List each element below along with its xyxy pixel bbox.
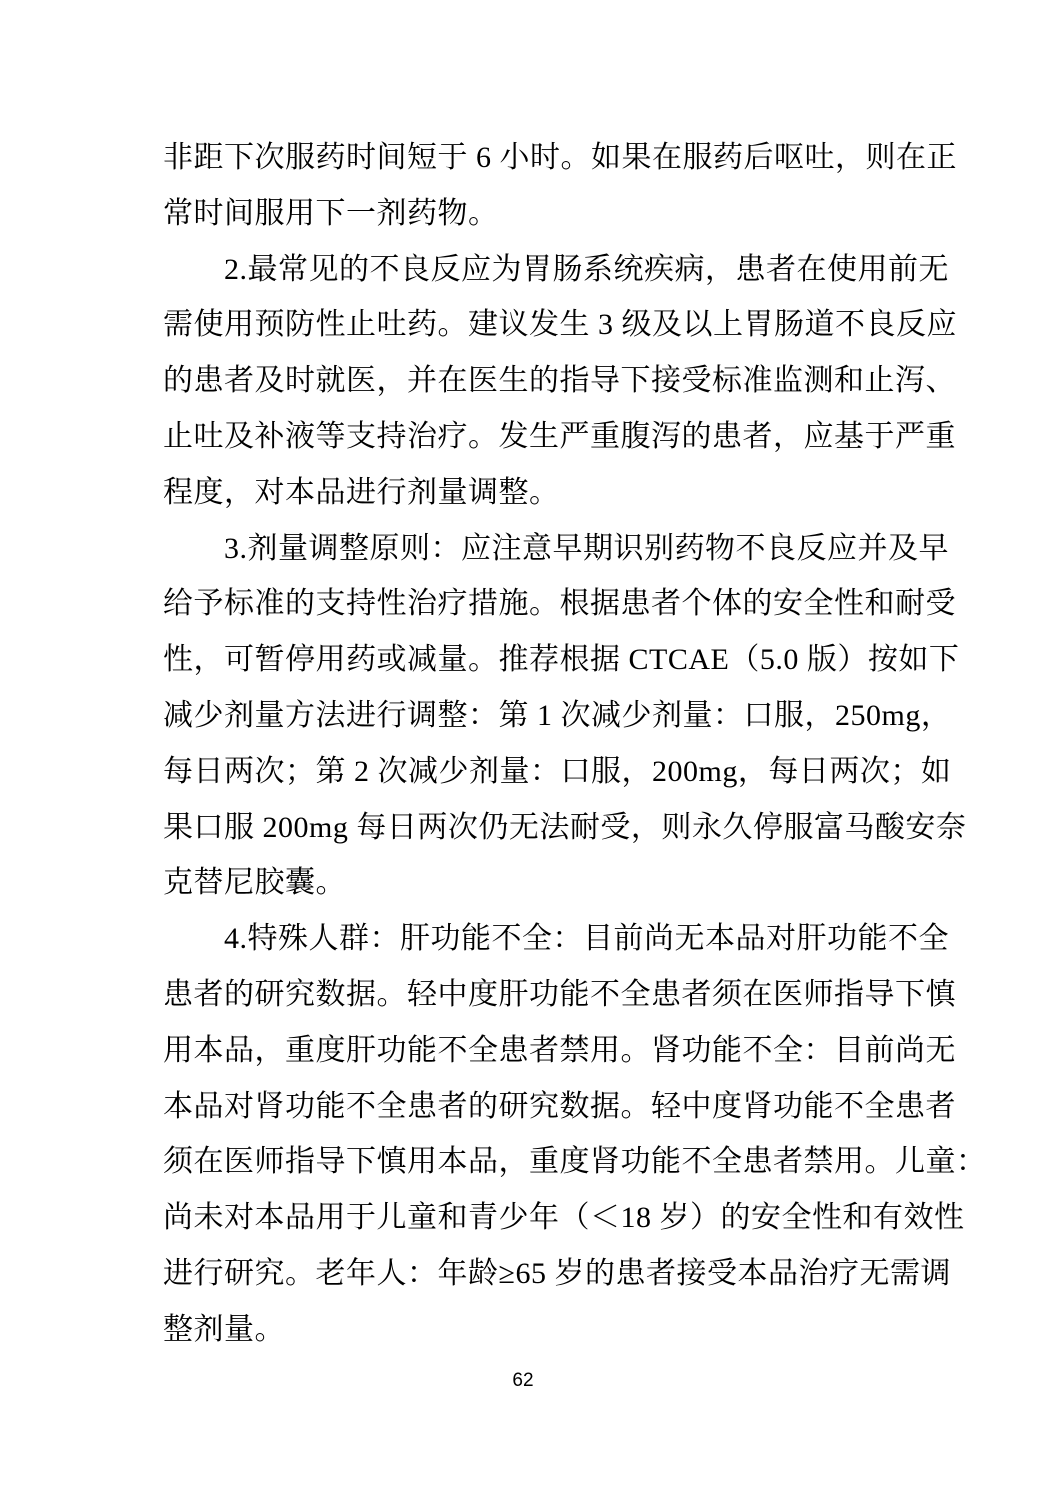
text-line: 整剂量。 xyxy=(163,1312,285,1346)
text-line: 减少剂量方法进行调整：第 1 次减少剂量：口服，250mg， xyxy=(163,698,952,732)
text-line: 性，可暂停用药或减量。推荐根据 CTCAE（5.0 版）按如下 xyxy=(163,643,960,677)
text-line: 本品对肾功能不全患者的研究数据。轻中度肾功能不全患者 xyxy=(163,1089,956,1123)
text-line: 的患者及时就医，并在医生的指导下接受标准监测和止泻、 xyxy=(163,364,956,398)
text-line: 3.剂量调整原则：应注意早期识别药物不良反应并及早 xyxy=(224,531,949,565)
text-line: 每日两次；第 2 次减少剂量：口服，200mg，每日两次；如 xyxy=(163,754,952,788)
text-line: 给予标准的支持性治疗措施。根据患者个体的安全性和耐受 xyxy=(163,587,956,621)
text-line: 2.最常见的不良反应为胃肠系统疾病，患者在使用前无 xyxy=(224,252,949,286)
text-line: 止吐及补液等支持治疗。发生严重腹泻的患者，应基于严重 xyxy=(163,419,956,453)
text-line: 克替尼胶囊。 xyxy=(163,866,346,900)
text-line: 尚未对本品用于儿童和青少年（＜18 岁）的安全性和有效性 xyxy=(163,1201,965,1235)
text-line: 须在医师指导下慎用本品，重度肾功能不全患者禁用。儿童： xyxy=(163,1145,987,1179)
text-line: 常时间服用下一剂药物。 xyxy=(163,196,499,230)
text-line: 非距下次服药时间短于 6 小时。如果在服药后呕吐，则在正 xyxy=(163,141,957,174)
text-line: 用本品，重度肝功能不全患者禁用。肾功能不全：目前尚无 xyxy=(163,1033,956,1067)
text-line: 果口服 200mg 每日两次仍无法耐受，则永久停服富马酸安奈 xyxy=(163,810,967,844)
document-body xyxy=(163,130,987,1358)
text-line: 4.特殊人群：肝功能不全：目前尚无本品对肝功能不全 xyxy=(224,922,949,956)
text-line: 需使用预防性止吐药。建议发生 3 级及以上胃肠道不良反应 xyxy=(163,308,957,342)
page-number: 62 xyxy=(512,1370,534,1391)
text-line: 患者的研究数据。轻中度肝功能不全患者须在医师指导下慎 xyxy=(163,977,956,1011)
text-line: 程度，对本品进行剂量调整。 xyxy=(163,475,560,509)
text-line: 进行研究。老年人：年龄≥65 岁的患者接受本品治疗无需调 xyxy=(163,1256,951,1290)
